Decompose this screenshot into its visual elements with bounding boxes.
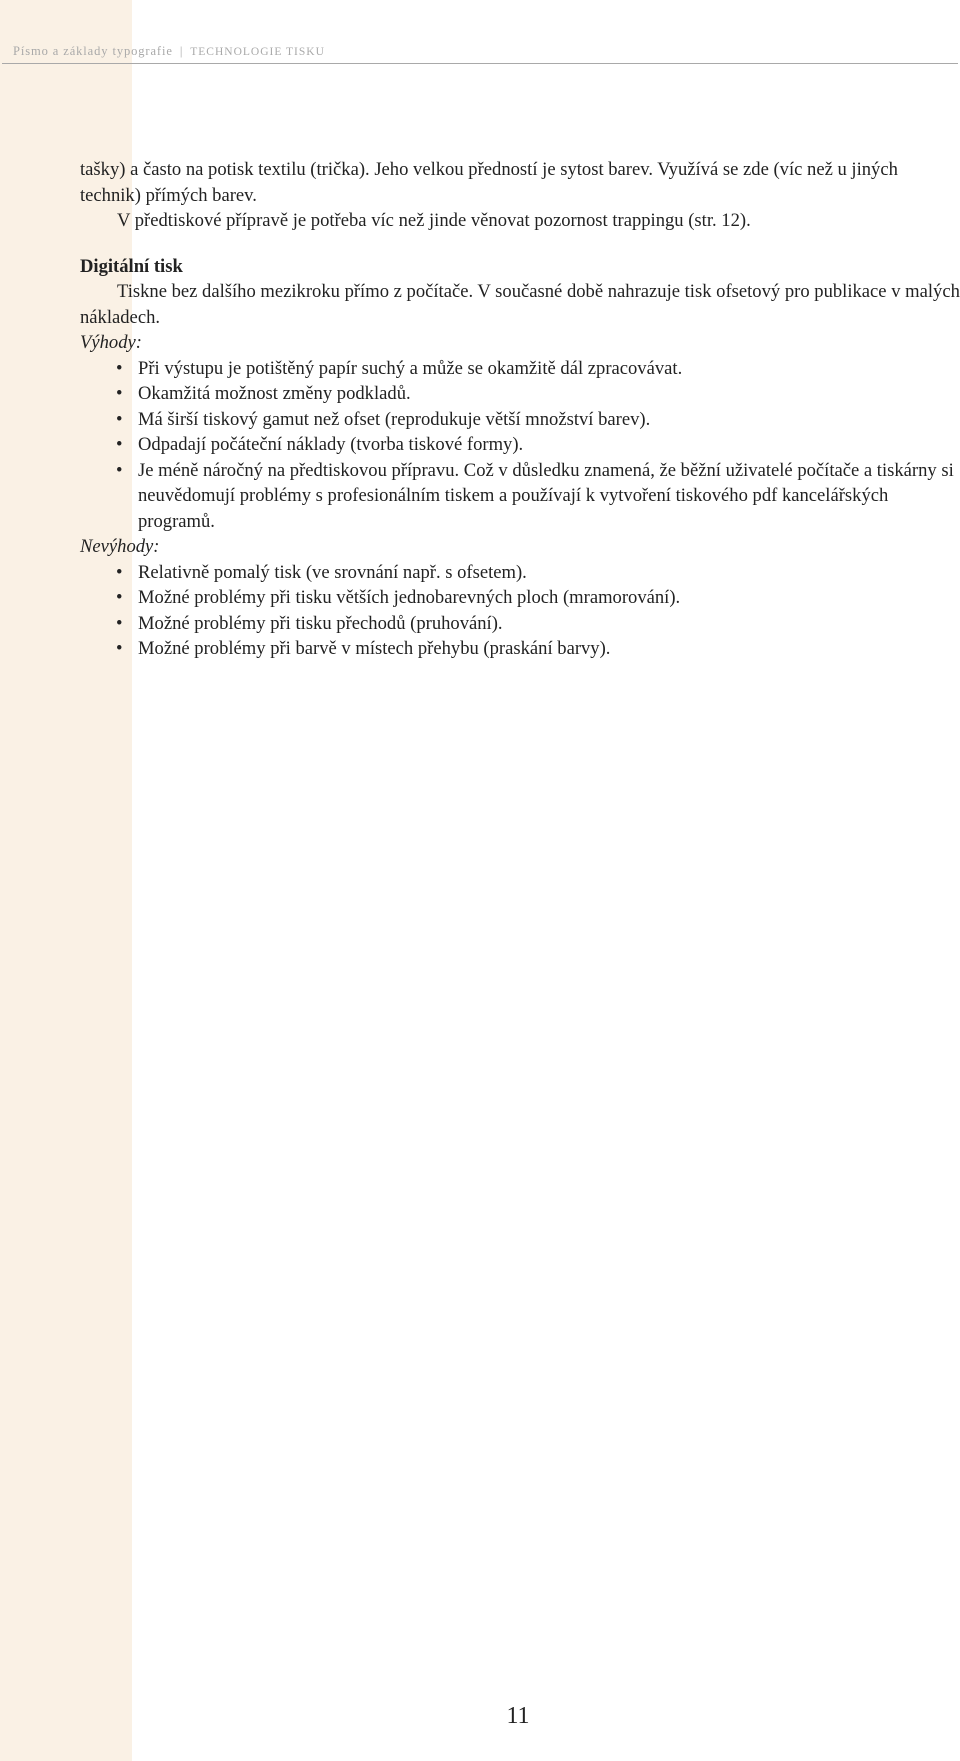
header-title: Písmo a základy typografie	[13, 44, 173, 58]
header-section: TECHNOLOGIE TISKU	[190, 46, 325, 58]
bullet-icon: •	[116, 408, 123, 430]
running-header	[13, 44, 325, 59]
list-item-text: Okamžitá možnost změny podkladů.	[138, 383, 411, 404]
bullet-icon: •	[116, 459, 123, 481]
bullet-icon: •	[116, 383, 123, 404]
list-item-text: Možné problémy při tisku přechodů (pruhování).	[138, 612, 503, 634]
disadvantages-list	[80, 560, 960, 662]
page-body	[80, 157, 960, 662]
list-item	[80, 381, 960, 407]
list-item-text: Možné problémy při tisku větších jednobarevných ploch (mramorování).	[138, 587, 681, 608]
list-item-text: Možné problémy při barvě v místech přehybu (praskání barvy).	[138, 638, 611, 659]
paragraph-screen-printing-end: tašky) a často na potisk textilu (trička). Jeho velkou předností je sytost barev. Využívá se zde (víc než u jiných technik) přímých barev.	[80, 159, 898, 206]
list-item-text: Relativně pomalý tisk (ve srovnání např. s ofsetem).	[138, 561, 527, 583]
list-item	[80, 585, 960, 611]
list-item	[80, 458, 960, 535]
bullet-icon: •	[116, 612, 123, 634]
list-item	[80, 560, 960, 586]
advantages-label: Výhody:	[80, 332, 142, 353]
header-separator: |	[179, 44, 184, 58]
header-rule	[2, 63, 958, 64]
list-item-text: Má širší tiskový gamut než ofset (reprodukuje větší množství barev).	[138, 408, 651, 430]
disadvantages-label: Nevýhody:	[80, 536, 160, 557]
list-item-text: Při výstupu je potištěný papír suchý a může se okamžitě dál zpracovávat.	[138, 357, 683, 379]
page-number: 11	[506, 1703, 530, 1729]
bullet-icon: •	[116, 561, 123, 583]
list-item	[80, 407, 960, 433]
paragraph-digital-intro: Tiskne bez dalšího mezikroku přímo z počítače. V současné době nahrazuje tisk ofsetový pro publikace v malých nákladech.	[80, 281, 960, 328]
advantages-list	[80, 356, 960, 535]
paragraph-trapping: V předtiskové přípravě je potřeba víc než jinde věnovat pozornost trappingu (str. 12).	[117, 210, 751, 231]
section-heading-digital-print: Digitální tisk	[80, 255, 183, 277]
list-item	[80, 636, 960, 662]
list-item	[80, 432, 960, 458]
list-item	[80, 611, 960, 637]
bullet-icon: •	[116, 357, 123, 379]
bullet-icon: •	[116, 638, 123, 659]
list-item-text: Je méně náročný na předtiskovou přípravu. Což v důsledku znamená, že běžní uživatelé počítače a tiskárny si neuvědomují problémy s profesionálním tiskem a používají k vytvoření tiskového pdf kancelářských programů.	[138, 459, 954, 532]
list-item	[80, 356, 960, 382]
list-item-text: Odpadají počáteční náklady (tvorba tiskové formy).	[138, 434, 524, 455]
bullet-icon: •	[116, 587, 123, 608]
bullet-icon: •	[116, 434, 123, 455]
